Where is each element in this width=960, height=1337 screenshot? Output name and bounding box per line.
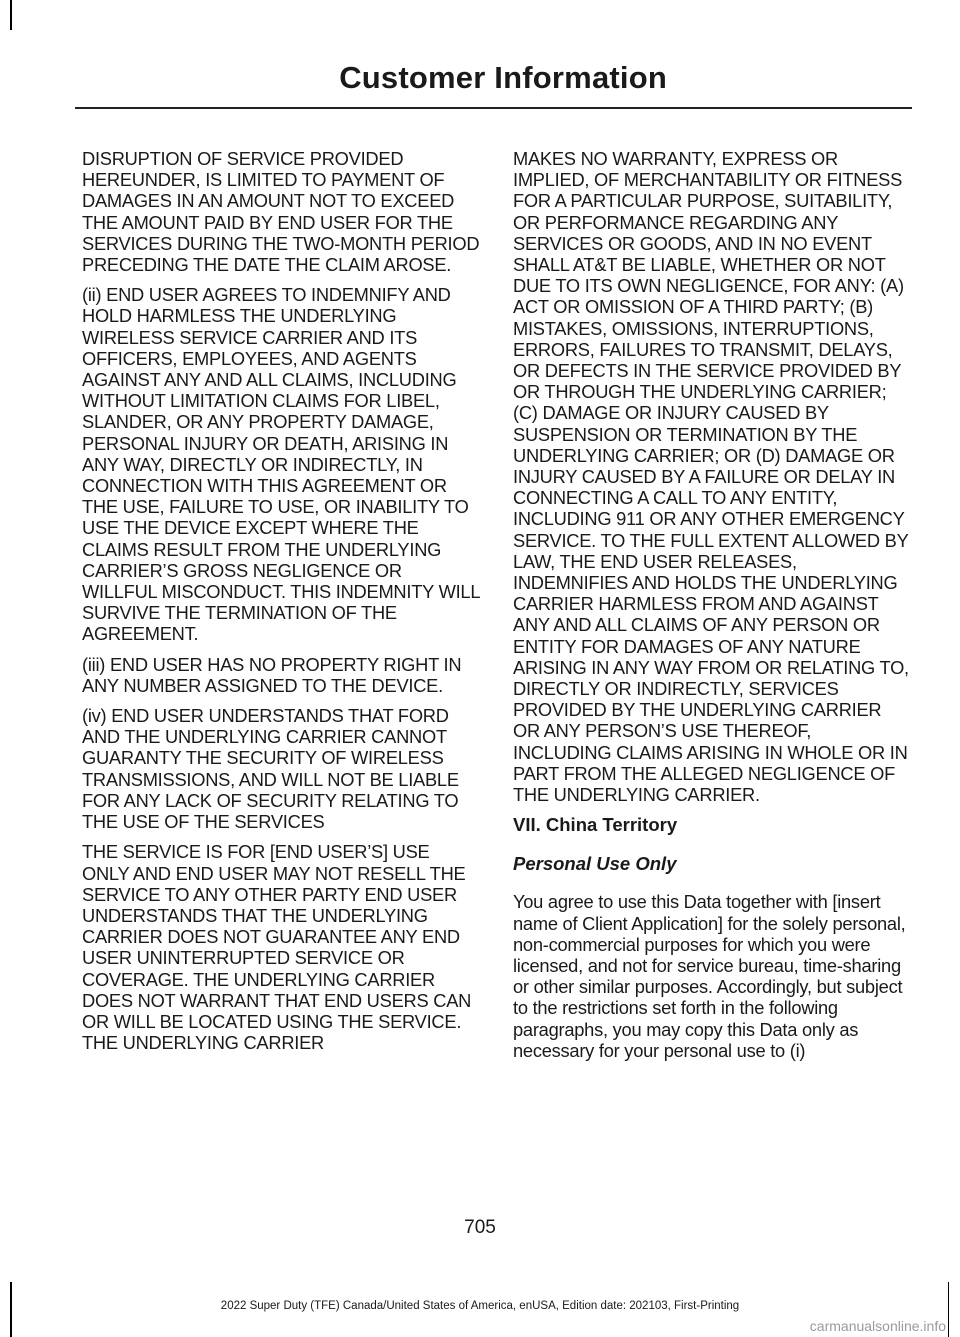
- right-column: [513, 148, 911, 1070]
- left-paragraph-3: (iii) END USER HAS NO PROPERTY RIGHT IN ANY NUMBER ASSIGNED TO THE DEVICE.: [82, 653, 462, 696]
- header-divider: [75, 107, 912, 109]
- left-column: [82, 148, 480, 1062]
- section-subheading: Personal Use Only: [513, 853, 677, 875]
- watermark: carmanualsonline.info: [809, 1318, 946, 1334]
- left-paragraph-1: DISRUPTION OF SERVICE PROVIDED HEREUNDER, IS LIMITED TO PAYMENT OF DAMAGES IN AN AMOUNT NOT TO EXCEED THE AMOUNT PAID BY END USER FOR THE SERVICES DURING THE TWO-MONTH PERIOD PRECEDING THE DATE THE CLAIM AROSE.: [82, 148, 480, 276]
- page-number: 705: [464, 1217, 496, 1238]
- right-paragraph-2: You agree to use this Data together with [insert name of Client Application] for the solely personal, non-commercial purposes for which you were licensed, and not for service bureau, time-sharing or other similar purposes. Accordingly, but subject to the restrictions set forth in the following paragraphs, you may copy this Data only as necessary for your personal use to (i): [513, 891, 906, 1061]
- left-paragraph-4: (iv) END USER UNDERSTANDS THAT FORD AND THE UNDERLYING CARRIER CANNOT GUARANTY THE SECURITY OF WIRELESS TRANSMISSIONS, AND WILL NOT BE LIABLE FOR ANY LACK OF SECURITY RELATING TO THE USE OF THE SERVICES: [82, 705, 459, 833]
- left-paragraph-5: THE SERVICE IS FOR [END USER’S] USE ONLY AND END USER MAY NOT RESELL THE SERVICE TO ANY OTHER PARTY END USER UNDERSTANDS THAT THE UNDERLYING CARRIER DOES NOT GUARANTEE ANY END USER UNINTERRUPTED SERVICE OR COVERAGE. THE UNDERLYING CARRIER DOES NOT WARRANT THAT END USERS CAN OR WILL BE LOCATED USING THE SERVICE. THE UNDERLYING CARRIER: [82, 841, 472, 1054]
- right-paragraph-1: MAKES NO WARRANTY, EXPRESS OR IMPLIED, OF MERCHANTABILITY OR FITNESS FOR A PARTICULAR PURPOSE, SUITABILITY, OR PERFORMANCE REGARDING ANY SERVICES OR GOODS, AND IN NO EVENT SHALL AT&T BE LIABLE, WHETHER OR NOT DUE TO ITS OWN NEGLIGENCE, FOR ANY: (A) ACT OR OMISSION OF A THIRD PARTY; (B) MISTAKES, OMISSIONS, INTERRUPTIONS, ERRORS, FAILURES TO TRANSMIT, DELAYS, OR DEFECTS IN THE SERVICE PROVIDED BY OR THROUGH THE UNDERLYING CARRIER; (C) DAMAGE OR INJURY CAUSED BY SUSPENSION OR TERMINATION BY THE UNDERLYING CARRIER; OR (D) DAMAGE OR INJURY CAUSED BY A FAILURE OR DELAY IN CONNECTING A CALL TO ANY ENTITY, INCLUDING 911 OR ANY OTHER EMERGENCY SERVICE. TO THE FULL EXTENT ALLOWED BY LAW, THE END USER RELEASES, INDEMNIFIES AND HOLDS THE UNDERLYING CARRIER HARMLESS FROM AND AGAINST ANY AND ALL CLAIMS OF ANY PERSON OR ENTITY FOR DAMAGES OF ANY NATURE ARISING IN ANY WAY FROM OR RELATING TO, DIRECTLY OR INDIRECTLY, SERVICES PROVIDED BY THE UNDERLYING CARRIER OR ANY PERSON’S USE THEREOF, INCLUDING CLAIMS ARISING IN WHOLE OR IN PART FROM THE ALLEGED NEGLIGENCE OF THE UNDERLYING CARRIER.: [513, 148, 909, 806]
- crop-mark-top-left: [10, 0, 12, 30]
- edition-footer: 2022 Super Duty (TFE) Canada/United States of America, enUSA, Edition date: 202103, First-Printing: [220, 1300, 740, 1312]
- left-paragraph-2: (ii) END USER AGREES TO INDEMNIFY AND HOLD HARMLESS THE UNDERLYING WIRELESS SERVICE CARRIER AND ITS OFFICERS, EMPLOYEES, AND AGENTS AGAINST ANY AND ALL CLAIMS, INCLUDING WITHOUT LIMITATION CLAIMS FOR LIBEL, SLANDER, OR ANY PROPERTY DAMAGE, PERSONAL INJURY OR DEATH, ARISING IN ANY WAY, DIRECTLY OR INDIRECTLY, IN CONNECTION WITH THIS AGREEMENT OR THE USE, FAILURE TO USE, OR INABILITY TO USE THE DEVICE EXCEPT WHERE THE CLAIMS RESULT FROM THE UNDERLYING CARRIER’S GROSS NEGLIGENCE OR WILLFUL MISCONDUCT. THIS INDEMNITY WILL SURVIVE THE TERMINATION OF THE AGREEMENT.: [82, 284, 480, 645]
- page-title: Customer Information: [339, 60, 667, 95]
- section-heading: VII. China Territory: [513, 814, 678, 836]
